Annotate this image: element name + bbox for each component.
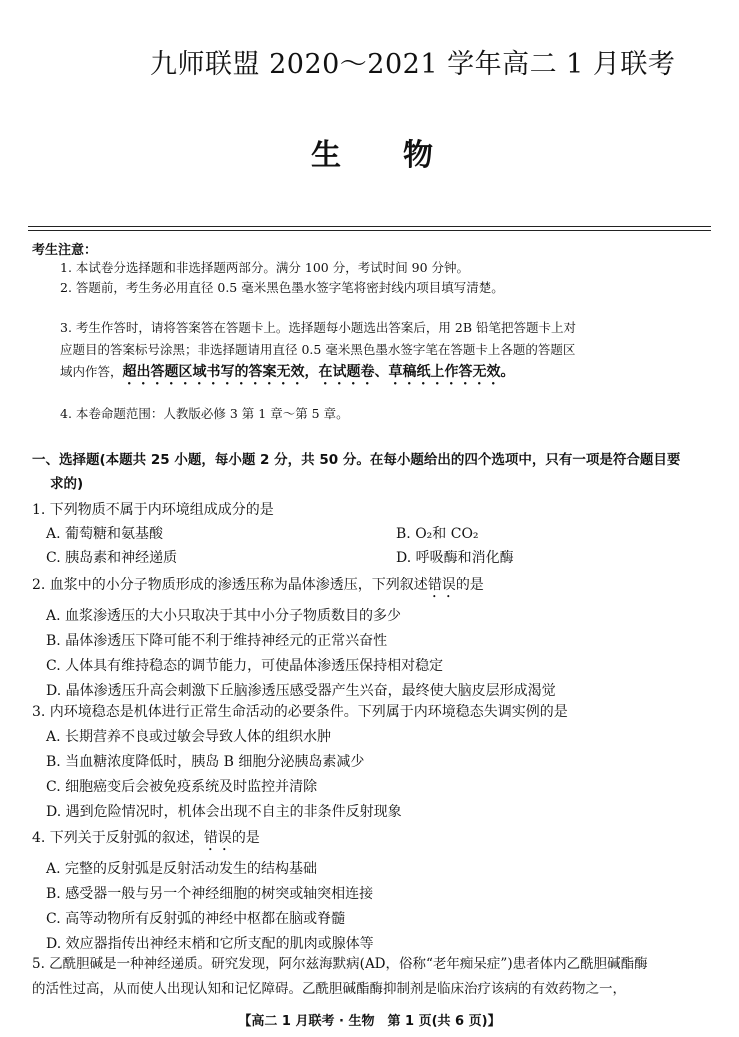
option-d: D. 效应器指传出神经末梢和它所支配的肌肉或腺体等 [46,936,374,952]
stem-text-end: 的是 [455,577,484,593]
option-b: B. 当血糖浓度降低时，胰岛 B 细胞分泌胰岛素减少 [46,754,365,770]
section-heading-line1: 一、选择题(本题共 25 小题，每小题 2 分，共 50 分。在每小题给出的四个选项中，只有一项是符合题目要 [32,452,681,468]
question-4 [32,828,722,954]
options-row [46,524,722,544]
option-a: A. 完整的反射弧是反射活动发生的结构基础 [46,861,318,877]
question-stem [32,575,722,601]
notice-item-2: 2. 答题前，考生务必用直径 0.5 毫米黑色墨水签字笔将密封线内项目填写清楚。 [60,280,504,295]
section-heading-line2: 求的) [50,476,84,492]
option-a: A. 葡萄糖和氨基酸 [46,526,164,542]
question-5 [32,954,722,999]
exam-title: 九师联盟 2020～2021 学年高二 1 月联考 [150,49,676,80]
question-3 [32,702,722,822]
option-b: B. 感受器一般与另一个神经细胞的树突或轴突相连接 [46,886,374,902]
option-d: D. 晶体渗透压升高会刺激下丘脑渗透压感受器产生兴奋，最终使大脑皮层形成渴觉 [46,683,556,699]
question-stem [32,828,722,854]
notice-item-3 [60,317,585,388]
stem-text-end: 的是 [231,830,260,846]
notice-heading: 考生注意： [32,243,98,258]
option-c: C. 胰岛素和神经递质 [46,550,178,566]
stem-emphasis: 错误 [427,577,456,593]
top-rule [28,226,711,227]
option-d: D. 遇到危险情况时，机体会出现不自主的非条件反射现象 [46,804,402,820]
question-1 [32,500,722,568]
stem-emphasis: 错误 [203,830,232,846]
options-row [46,548,722,568]
stem-text: 4. 下列关于反射弧的叙述， [32,830,204,846]
option-b: B. O₂和 CO₂ [396,526,479,542]
stem-text: 2. 血浆中的小分子物质形成的渗透压称为晶体渗透压，下列叙述 [32,577,428,593]
option-c: C. 细胞癌变后会被免疫系统及时监控并清除 [46,779,318,795]
question-stem: 1. 下列物质不属于内环境组成成分的是 [32,502,274,518]
option-c: C. 人体具有维持稳态的调节能力，可使晶体渗透压保持相对稳定 [46,658,444,674]
subject-title: 生物 [311,138,495,173]
option-b: B. 晶体渗透压下降可能不利于维持神经元的正常兴奋性 [46,633,388,649]
option-c: C. 高等动物所有反射弧的神经中枢都在脑或脊髓 [46,911,346,927]
question-stem-line1: 5. 乙酰胆碱是一种神经递质。研究发现，阿尔兹海默病(AD，俗称“老年痴呆症”)患者体内乙酰胆碱酯酶 [32,956,648,972]
question-2 [32,575,722,701]
notice-item-4: 4. 本卷命题范围：人教版必修 3 第 1 章～第 5 章。 [60,406,349,421]
notice-item-3-text: 3. 考生作答时，请将答案答在答题卡上。选择题每小题选出答案后，用 2B 铅笔把答题卡上对应题目的答案标号涂黑；非选择题请用直径 0.5 毫米黑色墨水签字笔在答题卡上各题的答题区域内作答， [60,320,576,379]
notice-item-3-emphasis: 超出答题区域书写的答案无效，在试题卷、草稿纸上作答无效。 [122,364,515,380]
option-a: A. 长期营养不良或过敏会导致人体的组织水肿 [46,729,332,745]
question-stem-line2: 的活性过高，从而使人出现认知和记忆障碍。乙酰胆碱酯酶抑制剂是临床治疗该病的有效药物之一， [32,981,626,997]
notice-item-1: 1. 本试卷分选择题和非选择题两部分。满分 100 分，考试时间 90 分钟。 [60,260,470,275]
question-stem: 3. 内环境稳态是机体进行正常生命活动的必要条件。下列属于内环境稳态失调实例的是 [32,704,568,720]
option-a: A. 血浆渗透压的大小只取决于其中小分子物质数目的多少 [46,608,402,624]
section-heading [32,448,722,496]
page-footer: 【高二 1 月联考 · 生物 第 1 页(共 6 页)】 [238,1014,501,1029]
top-rule-2 [28,230,711,231]
option-d: D. 呼吸酶和消化酶 [396,550,514,566]
